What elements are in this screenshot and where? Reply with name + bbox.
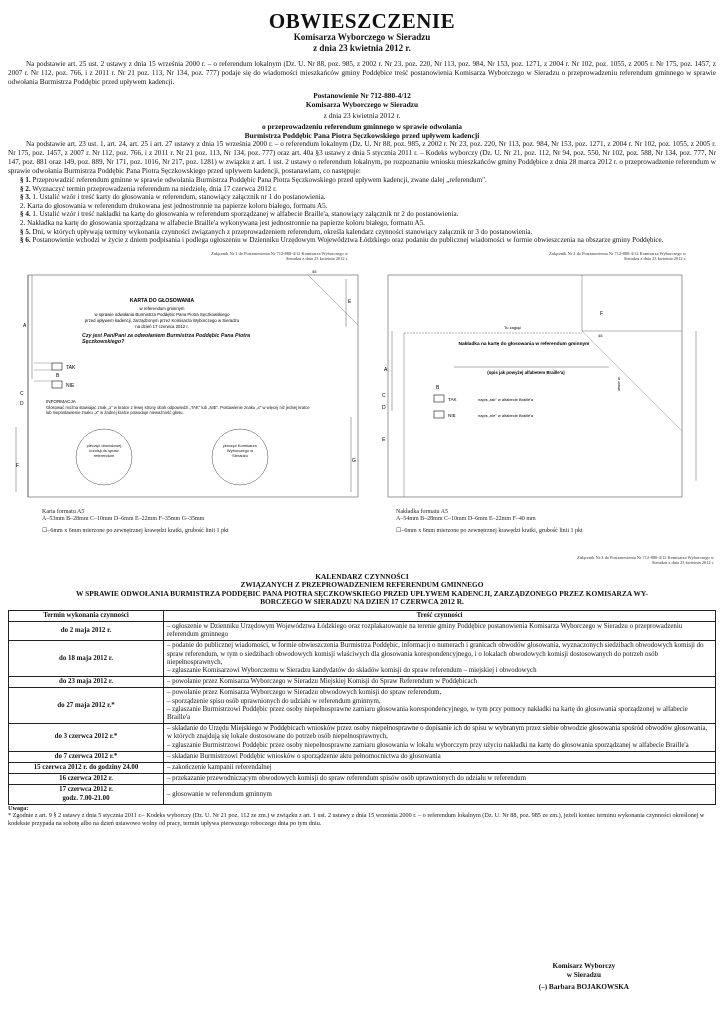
- annexes: [8, 251, 716, 551]
- annex1-info-text: Głosować można stawiając znak „x" w kratce z lewej strony obok odpowiedzi „TAK" lub „NIE". Postawienie znaku „x" w więcej niż jednej kratce lub niepostawienie znaku „x" w żadnej kratce powoduje nieważność głosu.: [46, 404, 310, 415]
- footnote: * Zgodnie z art. 9 § 2 ustawy z dnia 5 stycznia 2011 r.– Kodeks wyborczy (Dz. U. Nr 21 poz. 112 ze zm.) w związku z art. 1 ust. 2 ustawy z dnia 15 września 2000 r. – o referendum lokalnym (Dz. U. Nr 88, poz. 985 ze zm.), jeżeli koniec terminu wykonania czynności określonej w kodeksie przypada na sobotę albo na dzień ustawowo wolny od pracy, termin upływa pierwszego roboczego dnia po tym dniu.: [8, 812, 705, 827]
- annex1-card-line: na dzień 17 czerwca 2012 r.: [135, 323, 189, 329]
- calendar-activity: – głosowanie w referendum gminnym: [164, 785, 716, 804]
- document-page: [8, 10, 716, 828]
- annex1-yes-label: TAK: [66, 364, 76, 371]
- calendar-date: do 23 maja 2012 r.: [9, 677, 164, 688]
- footnote-label: Uwaga:: [8, 804, 29, 812]
- issue-date: z dnia 23 kwietnia 2012 r.: [313, 43, 411, 53]
- annex2-format: Nakładka formatu A5: [396, 508, 448, 515]
- annex1-dim-f: F: [16, 462, 20, 469]
- calendar-activity: – powołanie przez Komisarza Wyborczego w Sieradzu Miejskiej Komisji do Spraw Referendum w Poddębicach: [164, 677, 716, 688]
- annex1-dim-a: A: [23, 322, 27, 329]
- annex1-yes-box: [52, 363, 62, 370]
- signature: [539, 962, 629, 992]
- paragraph-mark: § 3.: [20, 193, 31, 202]
- document-title: OBWIESZCZENIE: [268, 9, 456, 33]
- annex2-no-braille: napis „nie" w alfabecie Braille'a: [478, 412, 534, 418]
- annex2-dim-d: D: [382, 404, 386, 411]
- annex1-stamp-1-text: pieczęć obwodowej komisji ds spraw referendum: [86, 442, 122, 458]
- annex1-card-line: w referendum gminnym: [139, 305, 185, 311]
- annex2-dim-a: A: [384, 366, 388, 373]
- decision-paragraph: [8, 202, 716, 211]
- calendar-title-4: BORCZEGO W SIERADZU NA DZIEŃ 17 CZERWCA 2012 R.: [260, 597, 464, 607]
- decision-paragraph: [8, 185, 716, 194]
- paragraph-text: 1. Ustalić wzór i treść karty do głosowania w referendum, stanowiący załącznik nr 1 do postanowienia.: [32, 193, 326, 202]
- calendar-col-activity: Treść czynności: [164, 610, 716, 621]
- calendar-row: [9, 688, 716, 724]
- calendar-activity: – powołanie przez Komisarza Wyborczego w Sieradzu obwodowych komisji do spraw referendum, – sporządzenie spisu osób uprawnionych do udziału w referendum gminnym, – zgłaszanie Burmistrzowi Poddębic przez osoby niepełnosprawne zamiaru głosowania korespondencyjnego, w tym przy pomocy nakładki na kartę do głosowania sporządzonej w alfabecie Braille'a: [164, 688, 716, 724]
- annex2-overlay-diagram: [374, 271, 714, 506]
- decision-paragraph: [8, 219, 716, 228]
- calendar-table: [8, 610, 716, 805]
- annex2-note: Załącznik Nr 2 do Postanowienia Nr 712-880-4/12 Komisarza Wyborczego w Sieradzu z dnia 23 kwietnia 2012 r.: [549, 250, 686, 261]
- annex1-dim-45: 45: [312, 268, 317, 274]
- paragraph-text: 2. Karta do głosowania w referendum drukowana jest jednostronnie na papierze koloru białego, formatu A5.: [20, 201, 328, 210]
- decision-subject-1: o przeprowadzeniu referendum gminnego w sprawie odwołania: [262, 122, 462, 131]
- calendar-date: do 7 czerwca 2012 r.*: [9, 751, 164, 762]
- paragraph-mark: § 5.: [20, 227, 31, 236]
- annex2-cut-label: Tu zagiąć: [504, 324, 522, 330]
- annex2-dim-b: B: [436, 384, 440, 391]
- paragraph-text: Wyznaczyć termin przeprowadzenia referendum na niedzielę, dnia 17 czerwca 2012 r.: [32, 184, 277, 193]
- annex1-card-line: przed upływem kadencji, zarządzonym przez Komisarza Wyborczego w Sieradzu: [84, 317, 240, 323]
- annex1-stamp-2-text: pieczęć Komisarza Wyborczego w Sieradzu: [223, 442, 257, 458]
- calendar-row: [9, 774, 716, 785]
- paragraph-text: 2. Nakładka na kartę do głosowania sporządzana w alfabecie Braille'a wykonywana jest jednostronnie na papierze koloru białego, formatu A5.: [20, 218, 425, 227]
- calendar-row: [9, 641, 716, 677]
- signature-location: w Sieradzu: [566, 971, 601, 979]
- calendar-row: [9, 677, 716, 688]
- annex1-card-line: w sprawie odwołania Burmistrza Poddębic Pana Piotra Sęczkowskiego: [94, 311, 230, 317]
- paragraph-mark: § 2.: [20, 184, 31, 193]
- decision-date: z dnia 23 kwietnia 2012 r.: [323, 111, 401, 120]
- signature-title: Komisarz Wyborczy: [552, 962, 616, 970]
- calendar-title-3: W SPRAWIE ODWOŁANIA BURMISTRZA PODDĘBIC PANA PIOTRA SĘCZKOWSKIEGO PRZED UPŁYWEM KADENCJI, ZARZĄDZONEGO PRZEZ KOMISARZA WY-: [76, 588, 648, 598]
- calendar-row: [9, 724, 716, 752]
- calendar-activity: – ogłoszenie w Dzienniku Urzędowym Województwa Łódzkiego oraz rozplakatowanie na terenie gminy Poddębice postanowienia Komisarza Wyborczego w Sieradzu o przeprowadzeniu referendum gminnego: [164, 621, 716, 640]
- calendar-date: 16 czerwca 2012 r.: [9, 774, 164, 785]
- calendar-date: do 27 maja 2012 r.*: [9, 688, 164, 724]
- annex2-box-note: ☐–6mm x 6mm mierzone po zewnętrznej krawędzi kratki, grubość linii 1 pkt: [396, 527, 583, 534]
- intro-paragraph: Na podstawie art. 25 ust. 2 ustawy z dnia 15 września 2000 r. – o referendum lokalnym (Dz. U. Nr 88, poz. 985, z 2002 r. Nr 23, poz. 220, Nr 113, poz. 984, Nr 153, poz. 1271, z 2004 r. Nr 102, poz. 1055, z 2005 r. Nr 175, poz. 1457, z 2007 r. Nr 112, poz. 766, i z 2011 r. Nr 21 poz. 113, Nr 134, poz. 777) podaje się do wiadomości mieszkańców gminy Poddębice treść postanowienia Komisarza Wyborczego w Sieradzu o przeprowadzeniu referendum gminnego w sprawie odwołania Burmistrza Poddębic przed upływem kadencji.: [8, 60, 716, 86]
- calendar-date: 17 czerwca 2012 r. godz. 7.00-21.00: [9, 785, 164, 804]
- calendar-row: [9, 621, 716, 640]
- calendar-col-date: Termin wykonania czynności: [9, 610, 164, 621]
- calendar-activity: – składanie Burmistrzowi Poddębic wniosków o sporządzenie aktu pełnomocnictwa do głosowania: [164, 751, 716, 762]
- calendar-date: 15 czerwca 2012 r. do godziny 24.00: [9, 763, 164, 774]
- annex2-dim-f: F: [600, 310, 604, 317]
- calendar-activity: – przekazanie przewodniczącym obwodowych komisji do spraw referendum spisów osób uprawnionych do udziału w referendum: [164, 774, 716, 785]
- paragraph-text: 1. Ustalić wzór i treść nakładki na kartę do głosowania w referendum sporządzanej w alfabecie Braille'a, stanowiący załącznik nr 2 do postanowienia.: [32, 210, 459, 219]
- decision-issuer: Komisarza Wyborczego w Sieradzu: [305, 100, 419, 109]
- signature-name: (–) Barbara BOJAKOWSKA: [538, 983, 629, 991]
- paragraph-text: Dni, w których upływają terminy wykonania czynności związanych z przeprowadzeniem referendum, określa kalendarz czynności stanowiący załącznik nr 3 do postanowienia.: [32, 227, 533, 236]
- annex3-note: Załącznik Nr 3 do Postanowienia Nr 712-880-4/12 Komisarza Wyborczego w Sieradzu z dnia 23 kwietnia 2012 r.: [577, 554, 714, 565]
- issuer: Komisarza Wyborczego w Sieradzu: [293, 32, 431, 42]
- paragraph-mark: § 1.: [20, 176, 31, 184]
- decision-paragraphs: [8, 176, 716, 245]
- annex1-note: Załącznik Nr 1 do Postanowienia Nr 712-880-4/12 Komisarza Wyborczego w Sieradzu z dnia 23 kwietnia 2012 r.: [211, 250, 348, 261]
- decision-paragraph: [8, 193, 716, 202]
- paragraph-text: Postanowienie wchodzi w życie z dniem podpisania i podlega ogłoszeniu w Dzienniku Urzędowym Województwa Łódzkiego oraz podaniu do publicznej wiadomości w formie obwieszczenia na obszarze gminy Poddębice.: [32, 236, 664, 245]
- annex2-dim-45: 45: [598, 332, 603, 338]
- annex2-yes-label: TAK: [448, 396, 457, 402]
- calendar-row: [9, 751, 716, 762]
- calendar-activity: – podanie do publicznej wiadomości, w formie obwieszczenia Burmistrza Poddębic, informacji o numerach i granicach obwodów głosowania, wyznaczonych siedzibach obwodowych komisji do spraw referendum, w tym o siedzibach obwodowych komisji właściwych dla głosowania korespondencyjnego, i o lokalach obwodowych komisji dostosowanych do potrzeb osób niepełnosprawnych, – zgłaszanie Komisarzowi Wyborczemu w Sieradzu kandydatów do składów komisji do spraw referendum – miejskiej i obwodowych: [164, 641, 716, 677]
- decision-paragraph: [8, 210, 716, 219]
- annex1-ballot-diagram: [12, 267, 362, 502]
- annex2-braille-note: (opis jak powyżej alfabetem Braille'a): [487, 369, 565, 375]
- annex1-info-title: INFORMACJA: [46, 398, 76, 404]
- paragraph-mark: § 4.: [20, 210, 31, 219]
- decision-paragraph: [8, 236, 716, 245]
- decision-basis: Na podstawie art. 23 ust. 1, art. 24, art. 25 i art. 27 ustawy z dnia 15 września 2000 r. – o referendum lokalnym (Dz. U. Nr 88, poz. 985, z 2002 r. Nr 23, poz. 220, Nr 113, poz. 984, Nr 153, poz. 1271, z 2004 r. Nr 102, poz. 1055, z 2005 r. Nr 175, poz. 1457, z 2007 r. Nr 112, poz. 766, i z 2011 r. Nr 21 poz. 113, Nr 134, poz. 777) oraz art. 40a §3 ustawy z dnia 5 stycznia 2011 r. – Kodeks wyborczy (Dz. U. Nr 21, poz. 112, Nr 94, poz. 550, Nr 102, poz. 588, Nr 134, poz. 777, Nr 147, poz. 881 oraz 149, poz. 889, Nr 171, poz. 1016, Nr 217, poz. 1281) w związku z art. 1 ust. 2 ustawy o referendum lokalnym, po rozpoznaniu wniosku mieszkańców gminy Poddębice z dnia 28 marca 2012 r. o przeprowadzenie referendum w sprawie odwołania Burmistrza Poddębic Pana Piotra Sęczkowskiego przed upływem kadencji, postanawiam, co następuje:: [8, 140, 716, 175]
- calendar-date: do 18 maja 2012 r.: [9, 641, 164, 677]
- annex1-question: Czy jest Pan/Pani za odwołaniem Burmistrza Poddębic Pana Piotra Sęczkowskiego?: [82, 332, 251, 346]
- annex1-box-note: ☐–6mm x 6mm mierzone po zewnętrznej krawędzi kratki, grubość linii 1 pkt: [42, 527, 229, 534]
- calendar-date: do 3 czerwca 2012 r.*: [9, 724, 164, 752]
- decision-paragraph: [8, 176, 716, 185]
- calendar-activity: – składanie do Urzędu Miejskiego w Poddębicach wniosków przez osoby niepełnosprawne o dopisanie ich do spisu w wybranym przez siebie obwodzie głosowania spośród obwodów głosowania, w których znajdują się lokale dostosowane do potrzeb osób niepełnosprawnych, – zgłaszanie Burmistrzowi Poddębic przez osoby niepełnosprawne zamiaru głosowania w lokalu wyborczym przy użyciu nakładki na kartę do głosowania sporządzanej w alfabecie Braille'a: [164, 724, 716, 752]
- annex1-dim-b: B: [56, 372, 60, 379]
- annex1-no-box: [52, 381, 62, 388]
- annex1-no-label: NIE: [66, 382, 75, 389]
- annex2-no-box: [434, 411, 444, 418]
- decision-number: Postanowienie Nr 712-880-4/12: [313, 91, 411, 100]
- decision-paragraph: [8, 228, 716, 237]
- annex1-dim-e: E: [348, 298, 352, 305]
- calendar-date: do 2 maja 2012 r.: [9, 621, 164, 640]
- annex1-format: Karta formatu A5: [42, 508, 85, 515]
- annex1-dim-g: G: [352, 457, 356, 464]
- calendar-row: [9, 785, 716, 804]
- annex1-dim-c: C: [20, 390, 24, 397]
- calendar-title-2: ZWIĄZANYCH Z PRZEPROWADZENIEM REFERENDUM GMINNEGO: [240, 580, 484, 590]
- calendar-title-1: KALENDARZ CZYNNOŚCI: [315, 571, 409, 581]
- annex1-dim-d: D: [20, 400, 24, 407]
- annex1-card-title: KARTA DO GŁOSOWANIA: [129, 297, 195, 304]
- annex2-no-label: NIE: [448, 412, 456, 418]
- annex2-yes-braille: napis „tak" w alfabecie Braille'a: [478, 396, 534, 402]
- paragraph-mark: § 6.: [20, 236, 31, 245]
- calendar-activity: – zakończenie kampanii referendalnej: [164, 763, 716, 774]
- annex2-dim-e: E: [382, 436, 386, 443]
- annex2-overlay-title: Nakładka na kartę do głosowania w referendum gminnym: [458, 341, 590, 347]
- annex2-dims: A–54mm B–28mm C–10mm D–6mm E–22mm F–40 mm: [396, 516, 536, 523]
- annex1-dims: A–53mm B–28mm C–10mm D–6mm E–22mm F–35mm G–35mm: [42, 516, 205, 523]
- calendar-row: [9, 763, 716, 774]
- annex2-dim-c: C: [382, 392, 386, 399]
- annex2-side-label: otwór w: [616, 376, 621, 391]
- annex2-yes-box: [434, 395, 444, 402]
- paragraph-text: Przeprowadzić referendum gminne w sprawie odwołania Burmistrza Poddębic Pana Piotra Sęczkowskiego przed upływem kadencji, zwane dalej „referendum".: [32, 176, 487, 184]
- decision-subject-2: Burmistrza Poddębic Pana Piotra Sęczkowskiego przed upływem kadencji: [244, 131, 480, 140]
